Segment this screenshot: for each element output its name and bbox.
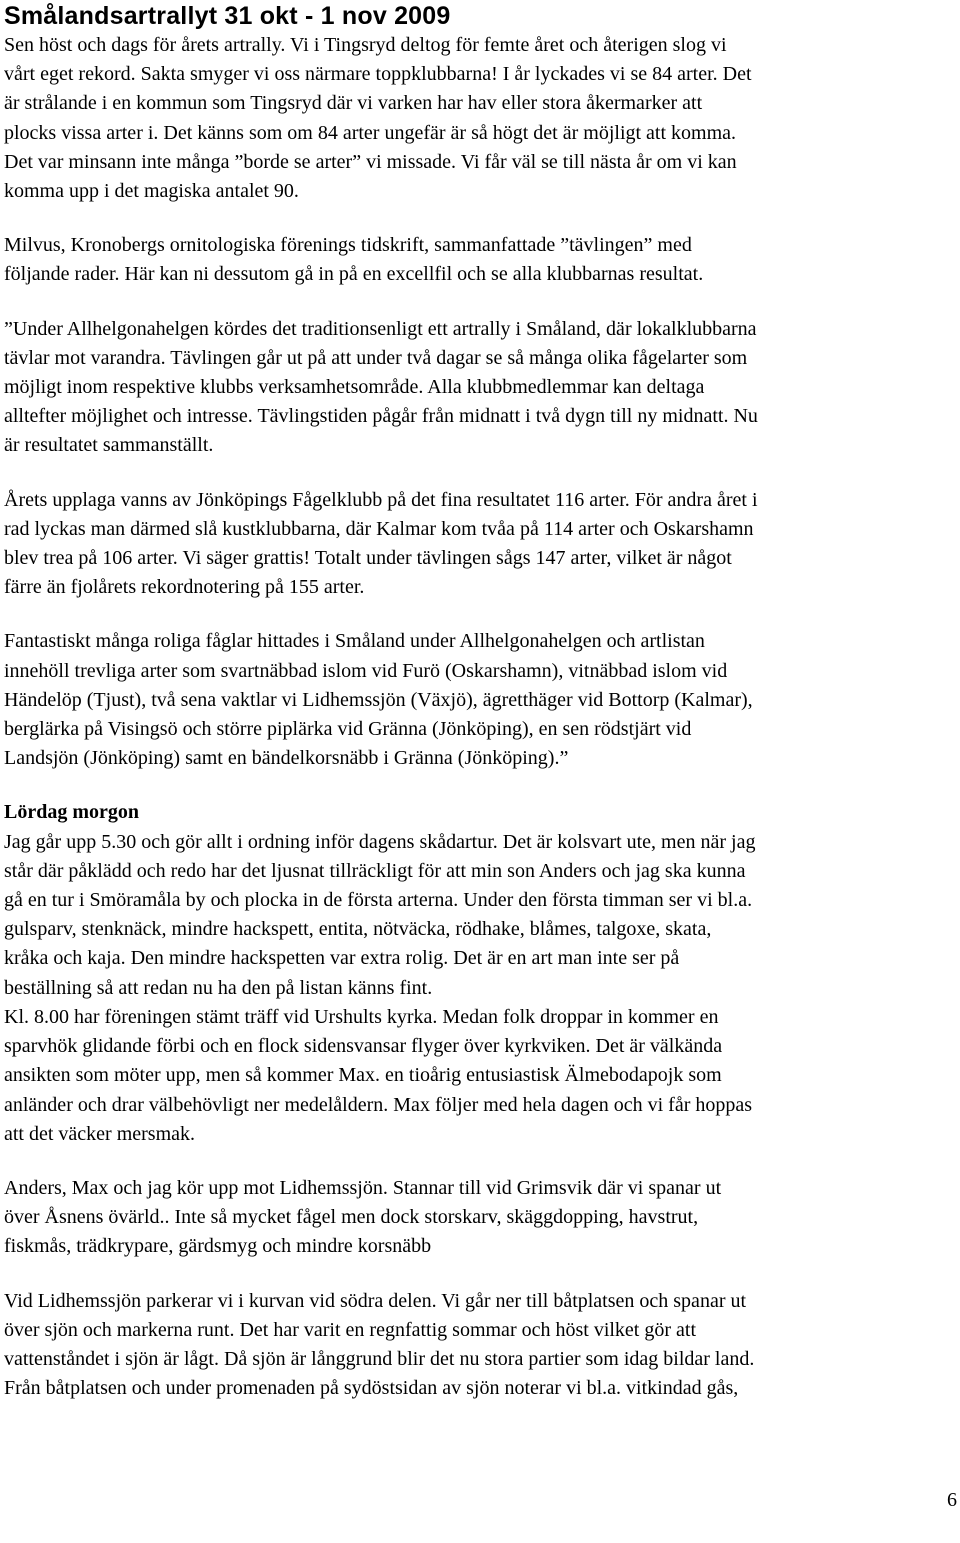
- quote-paragraph-rules: ”Under Allhelgonahelgen kördes det traditionsenligt ett artrally i Småland, där lokalklubbarna tävlar mot varandra. Tävlingen går ut på att under två dagar se så många olika fågelarter som möjligt inom respektive klubbs verksamhetsområde. Alla klubbmedlemmar kan deltaga alltefter möjlighet och intresse. Tävlingstiden pågår från midnatt i två dygn till ny midnatt. Nu är resultatet sammanställt.: [4, 317, 758, 457]
- saturday-morning-paragraph: Jag går upp 5.30 och gör allt i ordning inför dagens skådartur. Det är kolsvart ute, men när jag står där påklädd och redo har det ljusnat tillräckligt för att min son Anders och jag ska kunna gå en tur i Smöramåla by och plocka in de första arterna. Under den första timman ser vi bl.a. gulsparv, stenknäck, mindre hackspett, entita, nötväcka, rödhake, blåmes, talgoxe, skata, kråka och kaja. Den mindre hackspetten var extra rolig. Det är en art man inte ser på beställning så att redan nu ha den på listan känns fint. Kl. 8.00 har föreningen stämt träff vid Urshults kyrka. Medan folk droppar in kommer en sparvhök glidande förbi och en flock sidensvansar flyger över kyrkviken. Det är välkända ansikten som möter upp, men så kommer Max. en tioårig entusiastisk Älmebodapojk som anländer och drar välbehövligt ner medelåldern. Max följer med hela dagen och vi får hoppas att det väcker mersmak.: [4, 830, 756, 1145]
- document-title: Smålandsartrallyt 31 okt - 1 nov 2009: [4, 2, 451, 30]
- section-heading: Lördag morgon: [4, 801, 139, 824]
- page-number: 6: [947, 1489, 957, 1511]
- lidhemssjon-paragraph: Vid Lidhemssjön parkerar vi i kurvan vid södra delen. Vi går ner till båtplatsen och spanar ut över sjön och markerna runt. Det har varit en regnfattig sommar och höst vilket gör att vattenståndet i sjön är lågt. Då sjön är långgrund blir det nu stora partier som idag bildar land. Från båtplatsen och under promenaden på sydöstsidan av sjön noterar vi bl.a. vitkindad gås,: [4, 1289, 755, 1400]
- quote-paragraph-results: Årets upplaga vanns av Jönköpings Fågelklubb på det fina resultatet 116 arter. För andra året i rad lyckas man därmed slå kustklubbarna, där Kalmar kom tvåa på 114 arter och Oskarshamn blev trea på 106 arter. Vi säger grattis! Totalt under tävlingen sågs 147 arter, vilket är något färre än fjolårets rekordnotering på 155 arter.: [4, 488, 758, 599]
- intro-paragraph: Sen höst och dags för årets artrally. Vi i Tingsryd deltog för femte året och återigen slog vi vårt eget rekord. Sakta smyger vi oss närmare toppklubbarna! I år lyckades vi se 84 arter. Det är strålande i en kommun som Tingsryd där vi varken har hav eller stora åkermarker att plocks vissa arter i. Det känns som om 84 arter ungefär är så högt det är möjligt att komma. Det var minsann inte många ”borde se arter” vi missade. Vi får väl se till nästa år om vi kan komma upp i det magiska antalet 90.: [4, 34, 752, 203]
- milvus-paragraph: Milvus, Kronobergs ornitologiska förenings tidskrift, sammanfattade ”tävlingen” med följande rader. Här kan ni dessutom gå in på en excellfil och se alla klubbarnas resultat.: [4, 234, 704, 286]
- grimsvik-paragraph: Anders, Max och jag kör upp mot Lidhemssjön. Stannar till vid Grimsvik där vi spanar ut över Åsnens övärld.. Inte så mycket fågel men dock storskarv, skäggdopping, havstrut, fiskmås, trädkrypare, gärdsmyg och mindre korsnäbb: [4, 1176, 722, 1258]
- document-page: [4, 0, 958, 1403]
- quote-paragraph-species: Fantastiskt många roliga fåglar hittades i Småland under Allhelgonahelgen och artlistan innehöll trevliga arter som svartnäbbad islom vid Furö (Oskarshamn), vitnäbbad islom vid Händelöp (Tjust), två sena vaktlar vi Lidhemssjön (Växjö), ägretthäger vid Bottorp (Kalmar), berglärka på Visingsö och större piplärka vid Gränna (Jönköping), en sen rödstjärt vid Landsjön (Jönköping) samt en bändelkorsnäbb i Gränna (Jönköping).”: [4, 630, 753, 770]
